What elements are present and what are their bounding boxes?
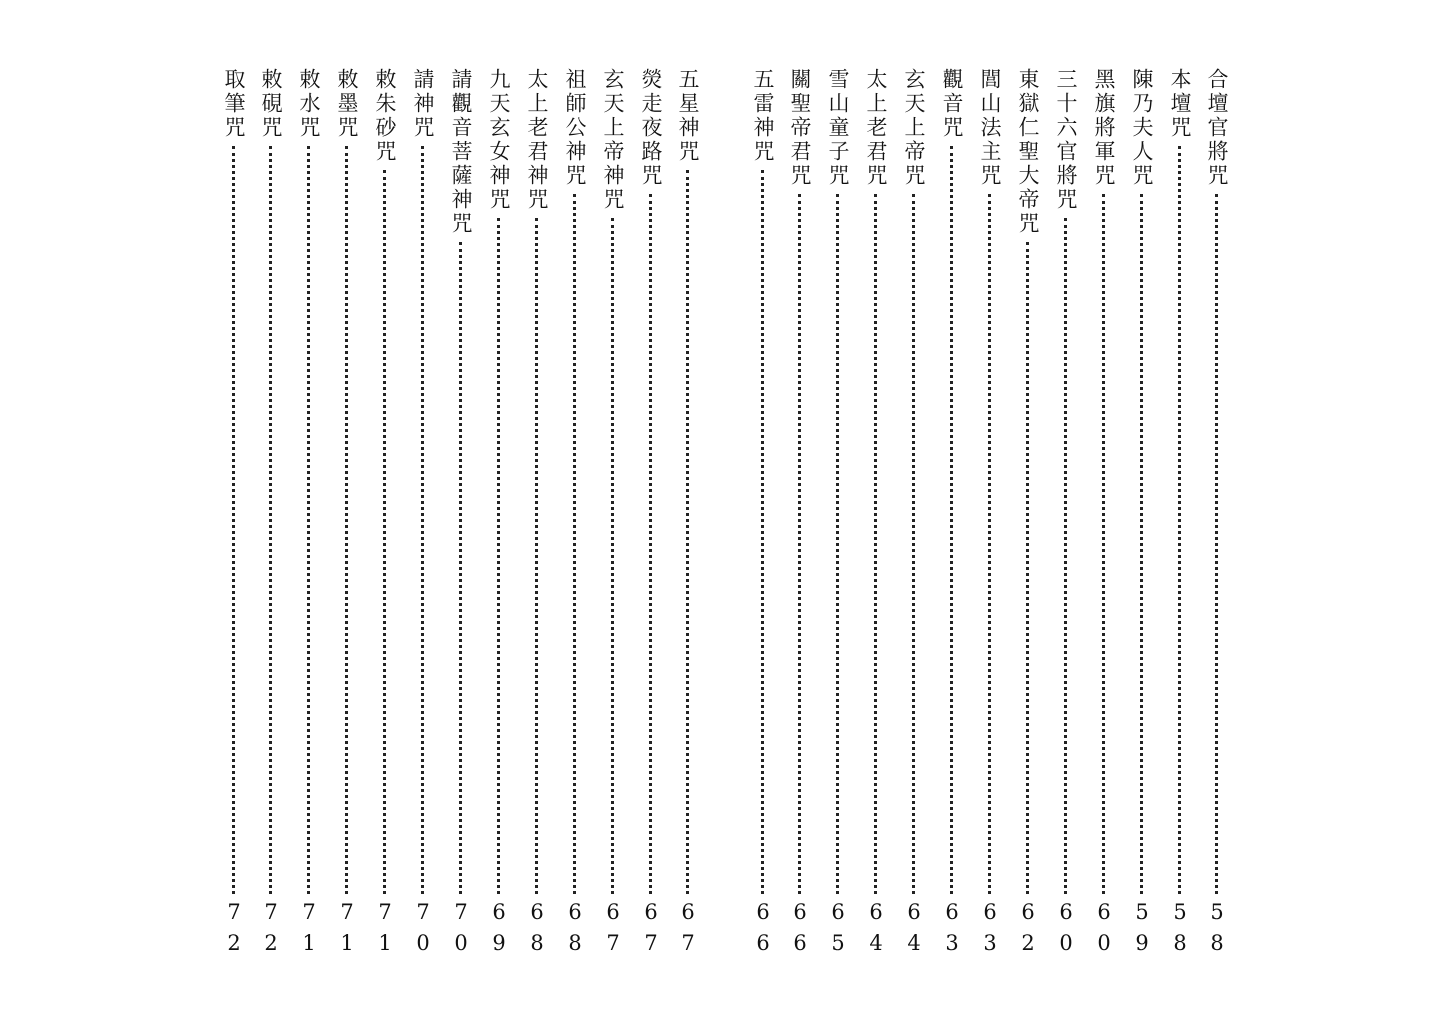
toc-entry-title: 玄天上帝神咒 [601,68,625,212]
toc-entry-page: 67 [601,900,625,962]
toc-entry [785,68,815,962]
toc-entry-page: 71 [373,900,397,962]
dotted-leader [874,194,877,894]
toc-entry-title: 九天玄女神咒 [487,68,511,212]
toc-entry-title: 閭山法主咒 [978,68,1002,188]
dotted-leader [307,146,310,894]
toc-entry-page: 58 [1205,900,1229,962]
dotted-leader [573,194,576,894]
toc-entry-title: 取筆咒 [222,68,246,140]
toc-entry-title: 關聖帝君咒 [788,68,812,188]
dotted-leader [497,218,500,894]
toc-entry [636,68,666,962]
dotted-leader [1178,146,1181,894]
toc-entry-title: 敕硯咒 [259,68,283,140]
toc-entry [484,68,514,962]
toc-entry-page: 67 [639,900,663,962]
toc-entry [294,68,324,962]
toc-entry-page: 60 [1054,900,1078,962]
dotted-leader [649,194,652,894]
toc-entry-page: 70 [411,900,435,962]
toc-entry-title: 三十六官將咒 [1054,68,1078,212]
toc-entry-title: 太上老君咒 [864,68,888,188]
toc-entry-page: 66 [788,900,812,962]
dotted-leader [1140,194,1143,894]
toc-entry-title: 合壇官將咒 [1205,68,1229,188]
toc-entry-page: 68 [563,900,587,962]
dotted-leader [535,218,538,894]
dotted-leader [232,146,235,894]
dotted-leader [988,194,991,894]
dotted-leader [761,170,764,894]
toc-entry-page: 71 [297,900,321,962]
toc-entry [1202,68,1232,962]
toc-entry-page: 68 [525,900,549,962]
toc-entry [598,68,628,962]
toc-entry-title: 本壇咒 [1168,68,1192,140]
toc-entry-title: 陳乃夫人咒 [1130,68,1154,188]
toc-entry-title: 五星神咒 [676,68,700,164]
toc-entry-title: 熒走夜路咒 [639,68,663,188]
toc-entry [256,68,286,962]
dotted-leader [345,146,348,894]
toc-entry [1013,68,1043,962]
dotted-leader [459,242,462,894]
toc-entry-page: 62 [1016,900,1040,962]
toc-entry [446,68,476,962]
toc-entry-title: 太上老君神咒 [525,68,549,212]
toc-entry [332,68,362,962]
dotted-leader [912,194,915,894]
toc-entry [823,68,853,962]
toc-entry-page: 63 [978,900,1002,962]
toc-entry [1127,68,1157,962]
dotted-leader [421,146,424,894]
toc-entry-page: 72 [259,900,283,962]
toc-entry-page: 59 [1130,900,1154,962]
toc-entry-page: 63 [940,900,964,962]
toc-entry-title: 黑旗將軍咒 [1092,68,1116,188]
dotted-leader [950,146,953,894]
toc-entry-title: 觀音咒 [940,68,964,140]
toc-entry [975,68,1005,962]
dotted-leader [1215,194,1218,894]
toc-entry-title: 請觀音菩薩神咒 [449,68,473,236]
toc-entry [219,68,249,962]
dotted-leader [1102,194,1105,894]
toc-entry-page: 70 [449,900,473,962]
toc-entry-title: 敕墨咒 [335,68,359,140]
dotted-leader [611,218,614,894]
toc-entry-page: 65 [826,900,850,962]
toc-entry [748,68,778,962]
toc-entry-page: 60 [1092,900,1116,962]
toc-entry [1165,68,1195,962]
toc-entry [408,68,438,962]
toc-entry-title: 祖師公神咒 [563,68,587,188]
toc-entry [1051,68,1081,962]
toc-entry-title: 東獄仁聖大帝咒 [1016,68,1040,236]
toc-entry [673,68,703,962]
toc-entry-page: 64 [902,900,926,962]
dotted-leader [798,194,801,894]
dotted-leader [1026,242,1029,894]
toc-entry-title: 五雷神咒 [751,68,775,164]
toc-entry-title: 敕水咒 [297,68,321,140]
toc-entry-page: 72 [222,900,246,962]
toc-entry-title: 玄天上帝咒 [902,68,926,188]
dotted-leader [1064,218,1067,894]
toc-entry-page: 69 [487,900,511,962]
toc-entry [560,68,590,962]
toc-entry [899,68,929,962]
toc-entry-page: 58 [1168,900,1192,962]
toc-entry-title: 雪山童子咒 [826,68,850,188]
toc-entry-page: 66 [751,900,775,962]
dotted-leader [383,170,386,894]
toc-entry [522,68,552,962]
toc-entry-page: 71 [335,900,359,962]
toc-entry-page: 64 [864,900,888,962]
dotted-leader [836,194,839,894]
dotted-leader [269,146,272,894]
toc-entry [1089,68,1119,962]
toc-entry-page: 67 [676,900,700,962]
toc-entry [370,68,400,962]
dotted-leader [686,170,689,894]
toc-entry [861,68,891,962]
toc-entry-title: 請神咒 [411,68,435,140]
toc-entry-title: 敕朱砂咒 [373,68,397,164]
toc-entry [937,68,967,962]
